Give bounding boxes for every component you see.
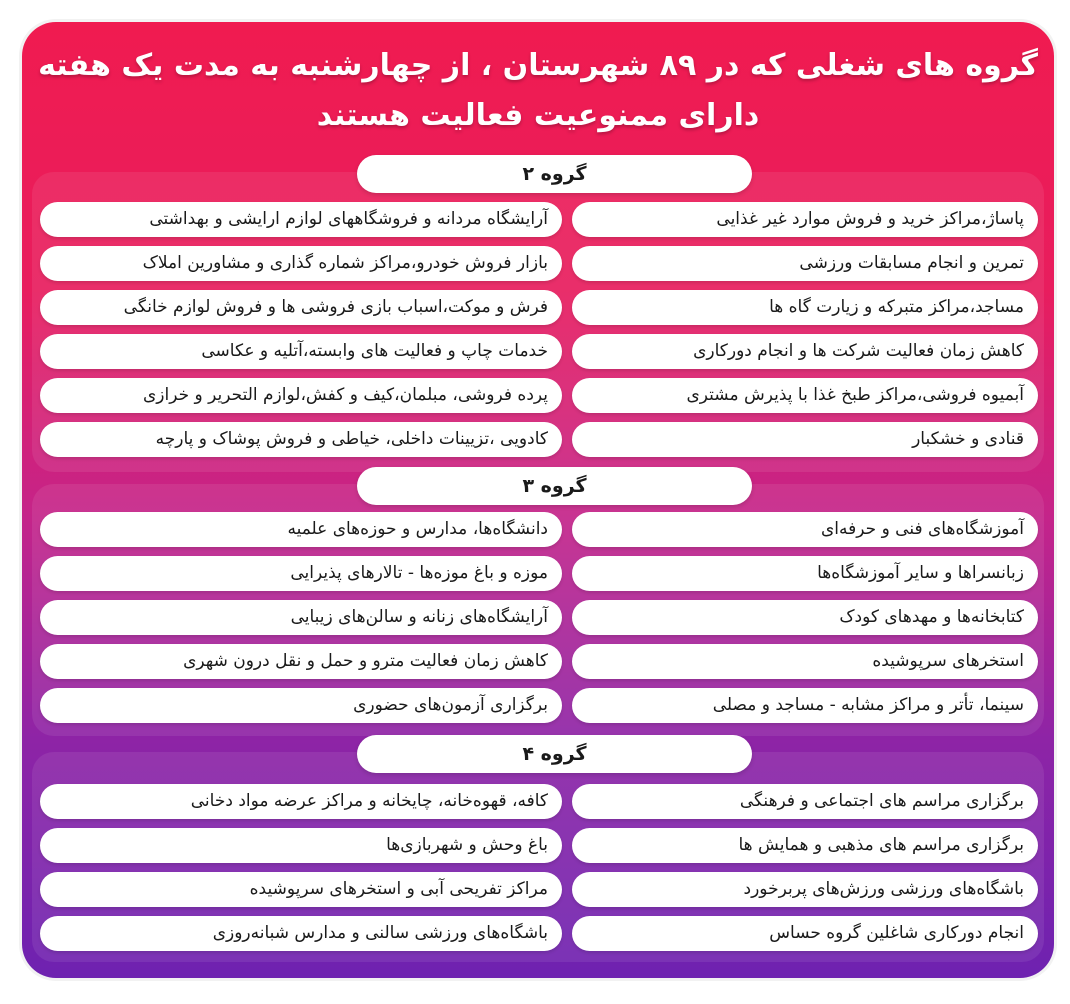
group-4-item: مراکز تفریحی آبی و استخرهای سرپوشیده: [40, 872, 562, 907]
title-line-2: دارای ممنوعیت فعالیت هستند: [316, 98, 760, 133]
group-4-label: گروه ۴: [357, 735, 752, 773]
group-2-item: تمرین و انجام مسابقات ورزشی: [572, 246, 1038, 281]
group-4-item: برگزاری مراسم های مذهبی و همایش ها: [572, 828, 1038, 863]
group-3-item: سینما، تأتر و مراکز مشابه - مساجد و مصلی: [572, 688, 1038, 723]
group-3-item: موزه و باغ موزه‌ها - تالارهای پذیرایی: [40, 556, 562, 591]
group-4-item: برگزاری مراسم های اجتماعی و فرهنگی: [572, 784, 1038, 819]
group-3-item: کتابخانه‌ها و مهدهای کودک: [572, 600, 1038, 635]
title-line-1: گروه های شغلی که در ۸۹ شهرستان ، از چهارشنبه به مدت یک هفته: [38, 48, 1038, 83]
group-4-item: باشگاه‌های ورزشی ورزش‌های پربرخورد: [572, 872, 1038, 907]
group-2-item: قنادی و خشکبار: [572, 422, 1038, 457]
group-2-item: مساجد،مراکز متبرکه و زیارت گاه ها: [572, 290, 1038, 325]
group-3-item: کاهش زمان فعالیت مترو و حمل و نقل درون شهری: [40, 644, 562, 679]
group-2-item: آرایشگاه مردانه و فروشگاههای لوازم ارایشی و بهداشتی: [40, 202, 562, 237]
group-3-label: گروه ۳: [357, 467, 752, 505]
group-4-item: انجام دورکاری شاغلین گروه حساس: [572, 916, 1038, 951]
group-2-item: کادویی ،تزیینات داخلی، خیاطی و فروش پوشاک و پارچه: [40, 422, 562, 457]
group-2-item: فرش و موکت،اسباب بازی فروشی ها و فروش لوازم خانگی: [40, 290, 562, 325]
group-2-item: آبمیوه فروشی،مراکز طبخ غذا با پذیرش مشتری: [572, 378, 1038, 413]
group-3-item: آرایشگاه‌های زنانه و سالن‌های زیبایی: [40, 600, 562, 635]
group-2-item: پاساژ،مراکز خرید و فروش موارد غیر غذایی: [572, 202, 1038, 237]
group-4-item: کافه، قهوه‌خانه، چایخانه و مراکز عرضه مواد دخانی: [40, 784, 562, 819]
group-3-item: برگزاری آزمون‌های حضوری: [40, 688, 562, 723]
group-3-item: آموزشگاه‌های فنی و حرفه‌ای: [572, 512, 1038, 547]
group-3-item: زبانسراها و سایر آموزشگاه‌ها: [572, 556, 1038, 591]
group-3-item: دانشگاه‌ها، مدارس و حوزه‌های علمیه: [40, 512, 562, 547]
group-4-item: باغ وحش و شهربازی‌ها: [40, 828, 562, 863]
group-2-item: بازار فروش خودرو،مراکز شماره گذاری و مشاورین املاک: [40, 246, 562, 281]
group-2-item: کاهش زمان فعالیت شرکت ها و انجام دورکاری: [572, 334, 1038, 369]
group-2-label: گروه ۲: [357, 155, 752, 193]
group-2-item: خدمات چاپ و فعالیت های وابسته،آتلیه و عکاسی: [40, 334, 562, 369]
group-3-item: استخرهای سرپوشیده: [572, 644, 1038, 679]
infographic-card: [22, 22, 1054, 978]
group-2-item: پرده فروشی، مبلمان،کیف و کفش،لوازم التحریر و خرازی: [40, 378, 562, 413]
group-4-item: باشگاه‌های ورزشی سالنی و مدارس شبانه‌روزی: [40, 916, 562, 951]
